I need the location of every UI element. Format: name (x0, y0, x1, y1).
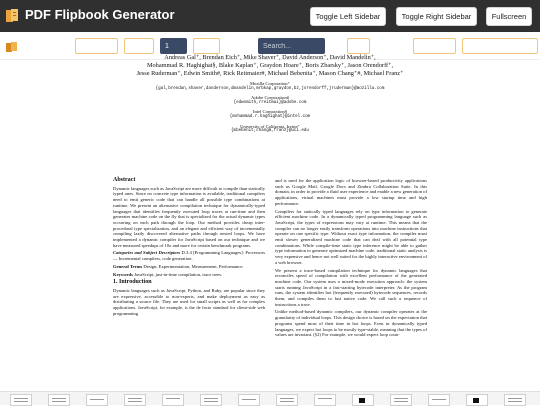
affiliation-emails: {mohammad.r.haghighat}@intel.com (229, 114, 311, 119)
app-header (0, 0, 540, 32)
page-thumbnail[interactable] (200, 394, 222, 406)
toggle-right-sidebar-button[interactable]: Toggle Right Sidebar (396, 7, 477, 26)
page-thumbnail[interactable] (352, 394, 374, 406)
first-page-button[interactable] (75, 38, 118, 54)
previous-page-button[interactable] (124, 38, 154, 54)
affiliation (107, 109, 433, 120)
toggle-left-sidebar-button[interactable]: Toggle Left Sidebar (310, 7, 386, 26)
fullscreen-button[interactable]: Fullscreen (486, 7, 532, 26)
flipbook-icon (6, 9, 18, 23)
left-column (113, 178, 265, 340)
categories-label: Categories and Subject Descriptors (113, 250, 181, 256)
next-page-button[interactable] (193, 38, 220, 54)
pdf-page (107, 54, 433, 394)
affiliation (107, 81, 433, 92)
keywords (113, 272, 265, 278)
right-column (275, 178, 427, 340)
thumbnail-strip (0, 391, 540, 405)
body-columns (113, 178, 427, 340)
page-thumbnail[interactable] (238, 394, 260, 406)
page-thumbnail[interactable] (86, 394, 108, 406)
intro-heading: 1. Introduction (113, 279, 152, 286)
search-button[interactable] (347, 38, 370, 54)
affiliation-name: Adobe Corporation# (251, 95, 289, 101)
affiliation-name: University of California, Irvine⁺ (240, 123, 300, 129)
affiliation-emails: {gal,brendan,shaver,danderson,dmandelin,mrbkap,graydon,bz,jorendorff,jruderman}@mozilla.com (155, 86, 385, 91)
app-title: PDF Flipbook Generator (25, 7, 175, 22)
page-thumbnail[interactable] (466, 394, 488, 406)
author-line: Andreas Gal⁺, Brendan Eich⁺, Mike Shaver⁺, David Anderson⁺, David Mandelin⁺, (164, 54, 376, 61)
general-terms (113, 264, 265, 270)
categories-text: D.3.4 [Programming Languages]: Processors — Incremental compilers, code generation. (113, 250, 265, 262)
page-thumbnail[interactable] (390, 394, 412, 406)
paragraph: Unlike method-based dynamic compilers, our dynamic compiler operates at the granularity of individual loops. This design choice is based on the expectation that programs spend most of their time in hot loops. Even in dynamically typed languages, we expect hot loops to be mostly type-stable, meaning that the types of values are invariant. (§2) For example, we would expect loop coun- (275, 309, 427, 338)
keywords-text: JavaScript, just-in-time compilation, trace trees. (134, 271, 223, 277)
page-thumbnail[interactable] (10, 394, 32, 406)
abstract-text: Dynamic languages such as JavaScript are more difficult to compile than statically typed ones. Since no concrete type information is available, traditional compilers need to emit generic code that can handle all possible type combinations at runtime. We present an alternative compilation technique for dynamically-typed languages that identifies frequently executed loop traces at run-time and then generates machine code on the fly that is specialized for the actual dynamic types occurring on each path through the loop. Our method provides cheap inter-procedural type specialization, and an elegant and efficient way of incrementally compiling lazily discovered alternative paths through nested loops. We have implemented a dynamic compiler for JavaScript based on our technique and we have measured speedups of 10x and more for certain benchmark programs. (113, 185, 265, 248)
page-thumbnail[interactable] (314, 394, 336, 406)
author-line: Mohammad R. Haghighat§, Blake Kaplan⁺, Graydon Hoare⁺, Boris Zbarsky⁺, Jason Orendorff⁺, (146, 62, 394, 69)
page-thumbnail[interactable] (276, 394, 298, 406)
zoom-in-button[interactable] (462, 38, 538, 54)
affiliation-name: Mozilla Corporation⁺ (249, 81, 291, 86)
keywords-label: Keywords (113, 271, 133, 277)
paragraph: Compilers for statically typed languages rely on type information to generate efficient machine code. In a dynamically typed programming language such as JavaScript, the types of expressions may vary at runtime. This means that the compiler can no longer easily transform operations into machine instructions that operate on one specific type. Without exact type information, the compiler must emit slower generalized machine code that can deal with all potential type combinations. While compile-time static type inference might be able to gather type information to generate optimized machine code, traditional static analysis is very expensive and hence not well suited for the highly interactive environment of a web browser. (275, 208, 427, 265)
general-terms-text: Design, Experimentation, Measurement, Performance. (143, 263, 244, 269)
affiliation-emails: {mbebenit,changm,franz}@uci.edu (231, 129, 309, 134)
document-viewer[interactable] (0, 54, 540, 391)
affiliation (107, 124, 433, 135)
page-thumbnail[interactable] (124, 394, 146, 406)
affiliation (107, 95, 433, 106)
author-line: Jesse Ruderman⁺, Edwin Smith#, Rick Reitmaier#, Michael Bebenita⁺, Mason Chang⁺#, Michael Franz⁺ (136, 70, 404, 77)
paragraph: and is used for the application logic of browser-based productivity applications such as Google Mail, Google Docs and Zimbra Collaboration Suite. In this domain, in order to provide a fluid user experience and enable a new generation of applications, virtual machines must provide a low startup time and high performance. (275, 178, 427, 206)
page-number-input[interactable]: 1 (160, 38, 187, 54)
page-thumbnail[interactable] (428, 394, 450, 406)
search-input[interactable] (258, 38, 325, 54)
intro-text: Dynamic languages such as JavaScript, Python, and Ruby, are popular since they are expressive, accessible to non-experts, and make deployment as easy as distributing a source file. They are used for small scripts as well as for complex applications. JavaScript, for example, is the de facto standard for client-side web programming (113, 287, 265, 316)
zoom-out-button[interactable] (413, 38, 456, 54)
author-list (107, 54, 433, 78)
page-thumbnail[interactable] (504, 394, 526, 406)
paragraph: We present a trace-based compilation technique for dynamic languages that reconciles speed of compilation with excellent performance of the generated machine code. Our system uses a mixed-mode execution approach: the system starts running JavaScript in a fast-starting bytecode interpreter. As the program runs, the system identifies hot (frequently executed) bytecode sequences, records them, and compiles them to fast native code. We call such a sequence of instructions a trace. (275, 267, 427, 307)
affiliation-name: Intel Corporation§ (252, 109, 288, 115)
abstract-heading: Abstract (113, 177, 136, 183)
general-terms-label: General Terms (113, 263, 143, 269)
page-thumbnail[interactable] (162, 394, 184, 406)
book-icon[interactable] (6, 42, 17, 53)
categories (113, 250, 265, 261)
affiliation-emails: {edwsmith,rreitmai}@adobe.com (233, 100, 307, 105)
page-thumbnail[interactable] (48, 394, 70, 406)
